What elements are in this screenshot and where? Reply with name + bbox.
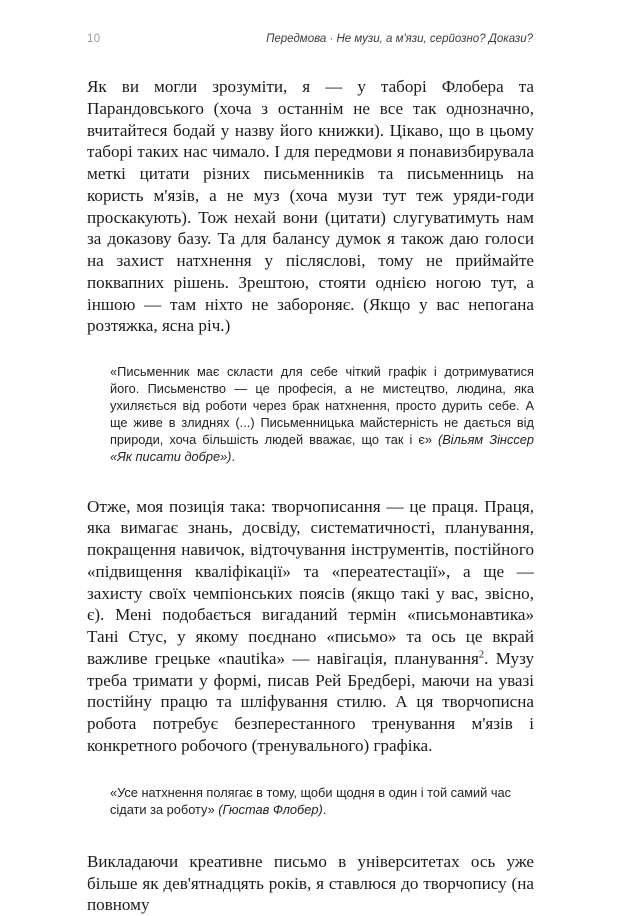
blockquote-2 (110, 784, 534, 818)
spacer (87, 818, 534, 851)
spacer (87, 757, 534, 784)
blockquote-1 (110, 363, 534, 466)
body-paragraph-2-first-part: Отже, моя позиція така: творчописання — це праця. Праця, яка вимагає знань, досвіду, систематичності, планування, покращення навичок, відточування інструментів, постійного «підвищення кваліфікації» та «переатестації», а ще — захисту своїх чемпіонських поясів (якщо такі у вас, звісно, є). Мені подобається вигаданий термін «письмонавтика» Тані Стус, у якому поєднано «письмо» та ось це вкрай важливе грецьке «nautika» — навігація, планування (87, 496, 534, 668)
blockquote-1-tail: . (231, 449, 236, 465)
running-header (87, 34, 533, 50)
blockquote-2-text: «Усе натхнення полягає в тому, щоби щодня в один і той самий час сідати за роботу» (110, 784, 512, 817)
body-paragraph-2-second-part: . Музу треба тримати у формі, писав Рей Бредбері, маючи на увазі постійну працю та шліфування стилю. А ця творчописна робота потребує безперестанного тренування м'язів і конкретного робочого (тренувального) графіка. (87, 648, 535, 755)
blockquote-1-attribution: (Вільям Зінссер «Як писати добре») (110, 432, 534, 465)
blockquote-1-text: «Письменник має скласти для себе чіткий графік і дотримуватися його. Письменство — це професія, а не мистецтво, людина, яка ухиляється від роботи через брак натхнення, просто дурить себе. А ще живе в злиднях (...) Письменницька майстерність не дається від природи, хоча більшість людей вважає, що так і є» (110, 364, 534, 448)
text-column (87, 76, 534, 916)
body-paragraph-3: Викладаючи креативне письмо в університетах ось уже більше як дев'ятнадцять років, я ставлюся до творчопису (на повному (87, 851, 534, 915)
spacer (87, 466, 534, 496)
blockquote-2-tail: . (322, 801, 327, 817)
page-number: 10 (87, 33, 101, 45)
body-paragraph-2 (87, 496, 534, 757)
spacer (87, 337, 534, 363)
running-head-title: Передмова · Не музи, а м'язи, серйозно? Докази? (266, 33, 533, 45)
footnote-marker-2[interactable]: 2 (478, 649, 485, 661)
blockquote-2-attribution: (Гюстав Флобер) (218, 801, 323, 817)
body-paragraph-1: Як ви могли зрозуміти, я — у таборі Флобера та Парандовського (хоча з останнім не все так однозначно, вчитайтеся бодай у назву його книжки). Цікаво, що в цьому таборі таких нас чимало. І для передмови я понавизбирувала меткі цитати різних письменників та письменниць на користь м'язів, а не муз (хоча музи тут теж уряди-годи проскакують). Тож нехай вони (цитати) слугуватимуть нам за доказову базу. Та для балансу думок я також даю голоси на захист натхнення у післяслові, тому не приймайте поквапних рішень. Зрештою, стояти однією ногою тут, а іншою — там ніхто не забороняє. (Якщо у вас непогана розтяжка, ясна річ.) (87, 77, 534, 336)
